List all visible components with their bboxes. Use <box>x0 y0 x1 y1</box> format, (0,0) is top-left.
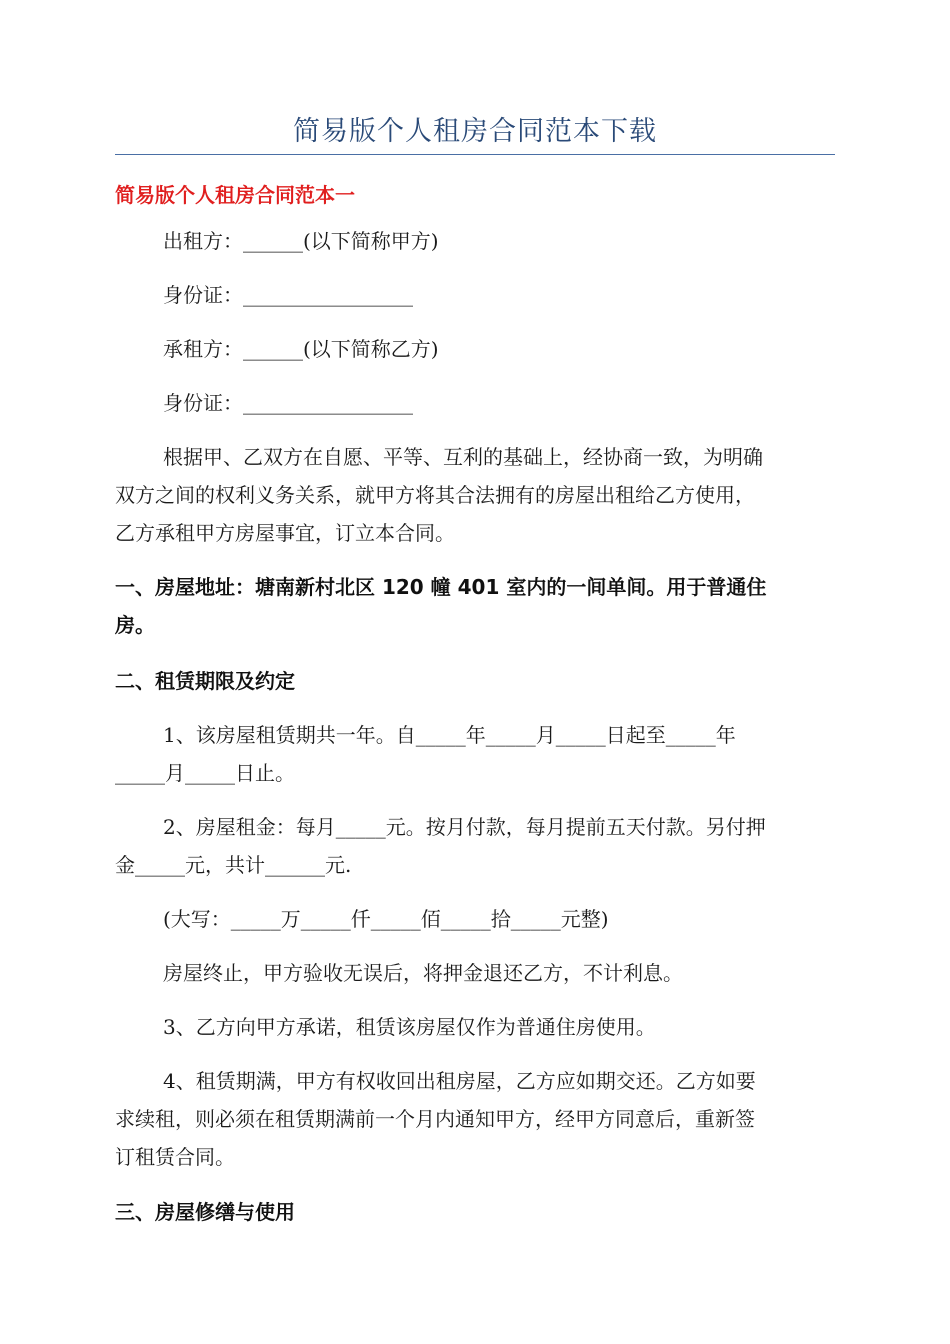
lessee-id-line: 身份证：_________________ <box>163 391 413 415</box>
lessee-line: 承租方：______(以下简称乙方) <box>163 337 439 361</box>
section-2-heading: 二、租赁期限及约定 <box>115 669 295 693</box>
item-2-line-1: 2、房屋租金：每月_____元。按月付款，每月提前五天付款。另付押 <box>163 815 766 839</box>
item-2-refund: 房屋终止，甲方验收无误后，将押金退还乙方，不计利息。 <box>163 961 683 985</box>
item-4-line-1: 4、租赁期满，甲方有权收回出租房屋，乙方应如期交还。乙方如要 <box>163 1069 756 1093</box>
document-title: 简易版个人租房合同范本下载 <box>293 116 657 147</box>
item-3: 3、乙方向甲方承诺，租赁该房屋仅作为普通住房使用。 <box>163 1015 656 1039</box>
item-1-line-1: 1、该房屋租赁期共一年。自_____年_____月_____日起至_____年 <box>163 723 736 747</box>
lessor-line: 出租方：______(以下简称甲方) <box>163 229 439 253</box>
item-4-line-2: 求续租，则必须在租赁期满前一个月内通知甲方，经甲方同意后，重新签 <box>115 1107 755 1131</box>
section-3-heading: 三、房屋修缮与使用 <box>115 1200 295 1224</box>
lessor-id-line: 身份证：_________________ <box>163 283 413 307</box>
item-2-line-2: 金_____元，共计______元. <box>115 853 352 877</box>
contract-subtitle: 简易版个人租房合同范本一 <box>115 183 355 207</box>
item-1-line-2: _____月_____日止。 <box>115 761 295 785</box>
item-2-capital: (大写：_____万_____仟_____佰_____拾_____元整) <box>163 907 609 931</box>
section-1-line-1: 一、房屋地址：塘南新村北区 120 幢 401 室内的一间单间。用于普通住 <box>115 575 767 599</box>
intro-line-2: 双方之间的权利义务关系，就甲方将其合法拥有的房屋出租给乙方使用， <box>115 483 755 507</box>
item-4-line-3: 订租赁合同。 <box>115 1145 235 1169</box>
title-underline <box>115 154 835 155</box>
section-1-line-2: 房。 <box>115 613 155 637</box>
intro-line-3: 乙方承租甲方房屋事宜，订立本合同。 <box>115 521 455 545</box>
intro-line-1: 根据甲、乙双方在自愿、平等、互利的基础上，经协商一致，为明确 <box>163 445 763 469</box>
